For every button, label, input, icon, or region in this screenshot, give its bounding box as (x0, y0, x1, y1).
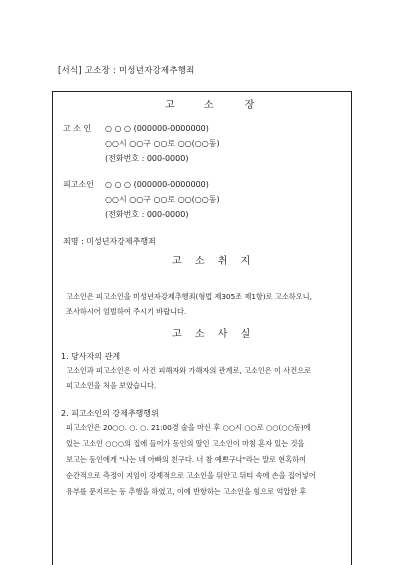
complainant-address: ○○시 ○○구 ○○로 ○○(○○동) (105, 139, 220, 148)
heading-char: 고 (172, 329, 182, 340)
heading-char: 사 (217, 329, 228, 340)
heading-char: 취 (217, 256, 228, 267)
heading-char: 소 (194, 256, 205, 267)
purpose-heading (172, 257, 250, 267)
body-line: 고소인과 피고소인은 이 사건 피해자와 가해자의 관계로, 고소인은 이 사건으로 (66, 366, 312, 375)
body-line: 피고소인은 20○○. ○. ○. 21:00경 술을 마신 후 ○○시 ○○로 ○○(○○동)에 (66, 423, 311, 432)
heading-char: 지 (240, 256, 251, 267)
body-line: 순간적으로 측정이 지임이 강제적으로 고소인을 뒤안고 뒤티 속에 손을 집어넣어 (66, 471, 316, 480)
body-line: 유부를 문지르는 등 추행을 하였고, 이에 반항하는 고소인을 힘으로 억압한 후 (66, 487, 307, 496)
title-char: 장 (244, 100, 255, 111)
complainant-name: ○ ○ ○ (000000-0000000) (105, 124, 209, 133)
heading-char: 실 (240, 329, 251, 340)
charge-line: 죄명 : 미성년자강제추행죄 (63, 237, 156, 246)
document-label: [서식] 고소장 : 미성년자강제추행죄 (58, 66, 195, 76)
document-frame (52, 91, 352, 565)
document-title (165, 101, 254, 111)
title-char: 소 (203, 100, 214, 111)
accused-label: 피고소인 (63, 180, 94, 189)
facts-heading (172, 330, 250, 340)
body-line: 보고는 동인에게 "나는 네 아빠의 친구다. 너 참 예쁘구나"라는 말로 현혹하여 (66, 455, 307, 464)
complainant-label: 고 소 인 (63, 124, 92, 133)
section-heading: 2. 피고소인의 강제추행행위 (61, 409, 159, 418)
accused-address: ○○시 ○○구 ○○로 ○○(○○동) (105, 195, 220, 204)
complainant-phone: (전화번호 : 000-0000) (105, 154, 189, 163)
accused-phone: (전화번호 : 000-0000) (105, 210, 189, 219)
heading-char: 소 (194, 329, 205, 340)
purpose-line: 조사하시어 엄벌하여 주시기 바랍니다. (66, 307, 187, 316)
heading-char: 고 (172, 256, 182, 267)
body-line: 피고소인을 처음 보았습니다. (66, 381, 157, 390)
section-heading: 1. 당사자의 관계 (61, 352, 121, 361)
title-char: 고 (165, 100, 175, 111)
body-line: 있는 고소인 ○○○의 집에 들어가 동인의 딸인 고소인이 마침 혼자 있는 것을 (66, 439, 305, 448)
purpose-line: 고소인은 피고소인을 미성년자강제추행죄(형법 제305조 제1항)로 고소하오니, (66, 292, 312, 301)
accused-name: ○ ○ ○ (000000-0000000) (105, 180, 209, 189)
